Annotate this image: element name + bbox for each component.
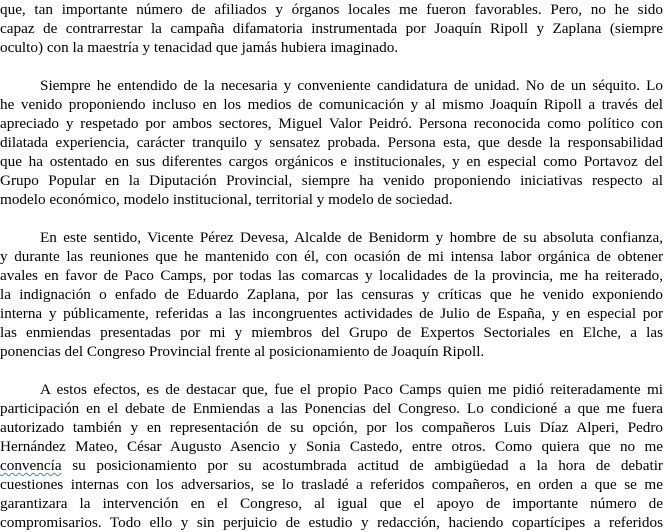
spellcheck-word: convencía: [0, 457, 62, 474]
text-line: Grupo Popular en la Diputación Provincial, siempre ha venido proponiendo iniciativas respecto al: [0, 172, 663, 189]
text-line: compromisarios. Todo ello y sin perjuicio de estudio y redacción, haciendo copartícipes a referidos: [0, 514, 663, 531]
text-line: Hernández Mateo, César Augusto Asencio y Sonia Castedo, entre otros. Como quiera que no me: [0, 438, 663, 455]
text-line: ponencias del Congreso Provincial frente al posicionamiento de Joaquín Ripoll.: [0, 343, 485, 360]
text-line: cuestiones internas con los adversarios, se lo trasladé a referidos compañeros, en orden a que se me: [0, 476, 663, 493]
text-line: que ha ostentado en sus diferentes cargos orgánicos e institucionales, y en especial como Portavoz del: [0, 153, 663, 170]
text-line: convencía su posicionamiento por su acostumbrada actitud de ambigüedad a la hora de debatir: [0, 457, 663, 474]
text-line: oculto) con la maestría y tenacidad que jamás hubiera imaginado.: [0, 39, 399, 56]
text-line: avales en favor de Paco Camps, por todas las comarcas y localidades de la provincia, me ha reiterado,: [0, 267, 663, 284]
text-line: la indignación o enfado de Eduardo Zaplana, por las censuras y críticas que he venido exponiendo: [0, 286, 663, 303]
text-line: y durante las reuniones que he mantenido con él, con ocasión de mi intensa labor orgánica de obtener: [0, 248, 663, 265]
text-line: En este sentido, Vicente Pérez Devesa, Alcalde de Benidorm y hombre de su absoluta confianza,: [40, 229, 663, 246]
text-line: Siempre he entendido de la necesaria y conveniente candidatura de unidad. No de un séquito. Lo: [40, 77, 663, 94]
text-line: apreciado y respetado por ambos sectores, Miguel Valor Peidró. Persona reconocida como político con: [0, 115, 663, 132]
text-line: dilatada experiencia, carácter tranquilo y sensatez probada. Persona esta, que desde la responsabilidad: [0, 134, 663, 151]
text-line: A estos efectos, es de destacar que, fue el propio Paco Camps quien me pidió reiteradamente mi: [40, 381, 663, 398]
text-line: que, tan importante número de afiliados y órganos locales me fueron favorables. Pero, no he sido: [0, 1, 663, 18]
text-line: modelo económico, modelo institucional, territorial y modelo de sociedad.: [0, 191, 453, 208]
text-line: he venido proponiendo incluso en los medios de comunicación y al mismo Joaquín Ripoll a través del: [0, 96, 663, 113]
text-line: capaz de contrarrestar la campaña difamatoria instrumentada por Joaquín Ripoll y Zaplana (siempre: [0, 20, 663, 37]
text-line: interna y públicamente, referidas a las incongruentes actividades de Julio de España, y en especial por: [0, 305, 663, 322]
text-line: autorizado también y en representación de su opción, por los compañeros Luis Díaz Alperi, Pedro: [0, 419, 663, 436]
text-line: participación en el debate de Enmiendas a las Ponencias del Congreso. Lo condicioné a que me fuera: [0, 400, 663, 417]
text-line: las enmiendas presentadas por mi y miembros del Grupo de Expertos Sectoriales en Elche, a las: [0, 324, 663, 341]
text-line: garantizara la intervención en el Congreso, al igual que el apoyo de importante número de: [0, 495, 663, 512]
